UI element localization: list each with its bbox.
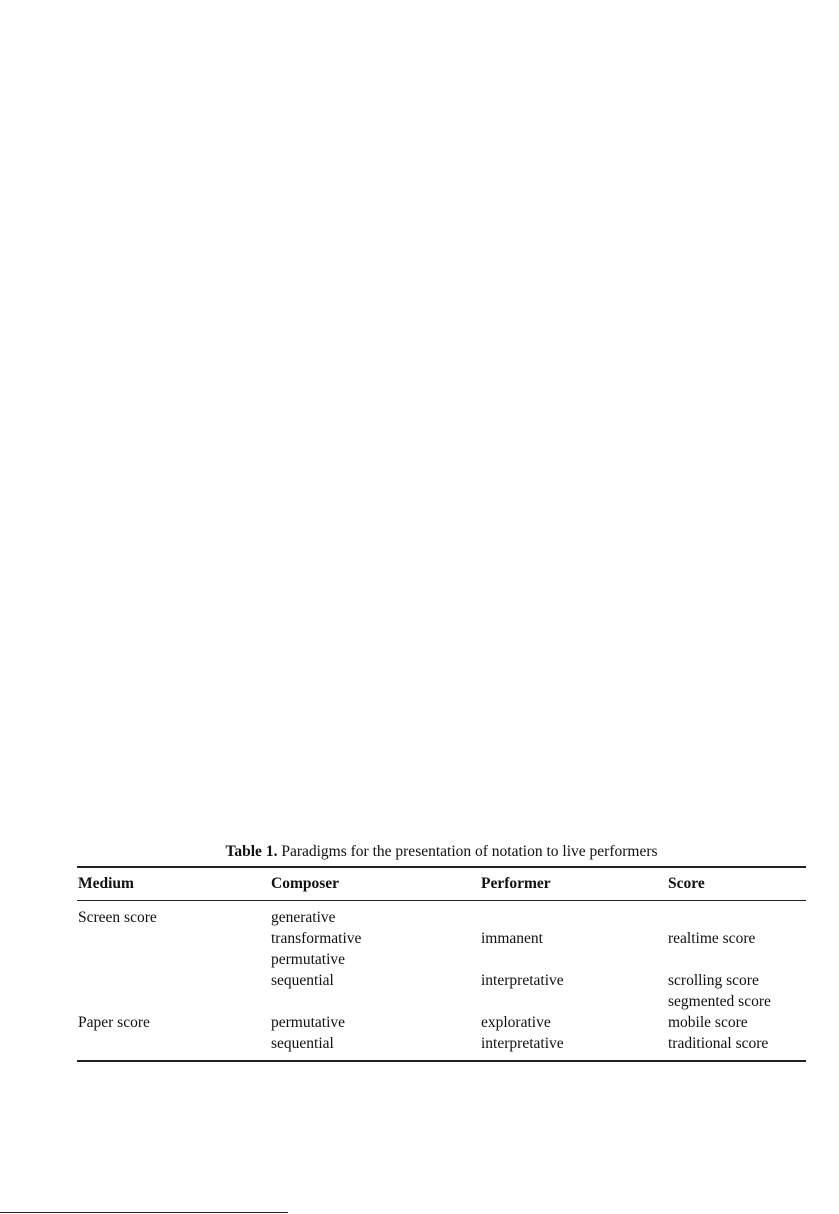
table-cell: traditional score	[668, 1035, 769, 1052]
table-cell: generative	[271, 909, 336, 926]
table-cell: interpretative	[481, 1035, 564, 1052]
footnote-separator	[0, 1212, 288, 1213]
table-cell: scrolling score	[668, 972, 759, 989]
table-top-rule	[77, 866, 806, 868]
table-cell: transformative	[271, 930, 362, 947]
table-cell: permutative	[271, 1014, 346, 1031]
table-cell: realtime score	[668, 930, 756, 947]
table-cell: mobile score	[668, 1014, 748, 1031]
table-caption	[77, 842, 806, 862]
table-bottom-rule	[77, 1060, 806, 1062]
table-header-rule	[77, 900, 806, 901]
table-caption-label: Table 1.	[225, 843, 278, 860]
header-medium: Medium	[78, 875, 134, 892]
header-performer: Performer	[481, 875, 551, 892]
table-cell: sequential	[271, 972, 334, 989]
table-cell: interpretative	[481, 972, 564, 989]
table-cell: sequential	[271, 1035, 334, 1052]
table-cell: immanent	[481, 930, 543, 947]
header-score: Score	[668, 875, 705, 892]
table-cell: Screen score	[78, 909, 157, 926]
header-composer: Composer	[271, 875, 340, 892]
table-cell: Paper score	[78, 1014, 150, 1031]
table-cell: segmented score	[668, 993, 771, 1010]
table-caption-text: Paradigms for the presentation of notation to live performers	[281, 843, 658, 860]
table-cell: explorative	[481, 1014, 551, 1031]
table-cell: permutative	[271, 951, 346, 968]
